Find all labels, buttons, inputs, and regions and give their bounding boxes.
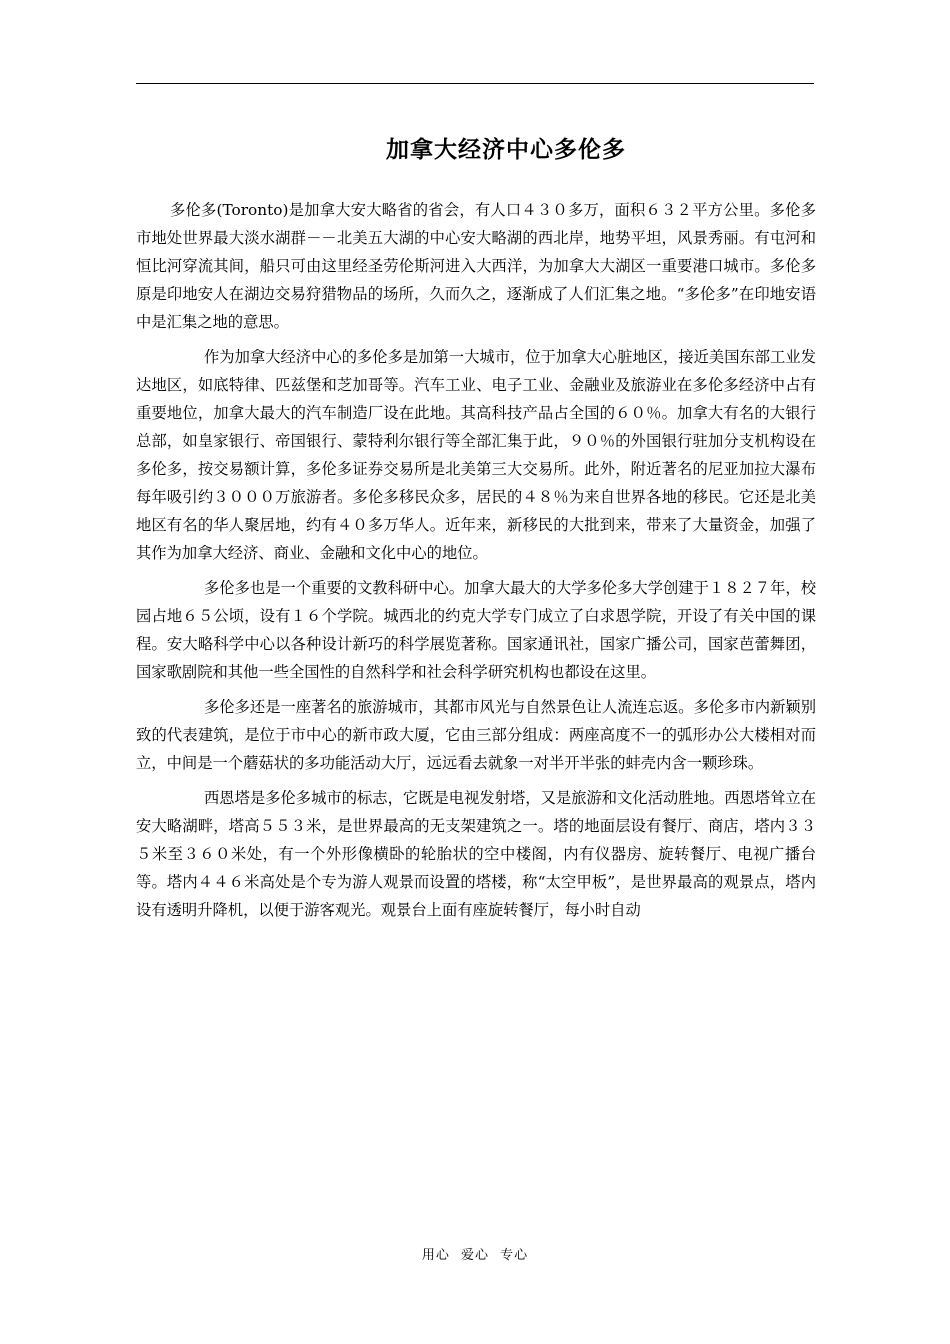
document-body xyxy=(136,196,816,927)
paragraph-4: 多伦多还是一座著名的旅游城市，其都市风光与自然景色让人流连忘返。多伦多市内新颖别致的代表建筑，是位于市中心的新市政大厦，它由三部分组成：两座高度不一的弧形办公大楼相对而立，中间是一个蘑菇状的多功能活动大厅，远远看去就象一对半开半张的蚌壳内含一颗珍珠。 xyxy=(136,698,816,772)
paragraph-2: 作为加拿大经济中心的多伦多是加第一大城市，位于加拿大心脏地区，接近美国东部工业发达地区，如底特律、匹兹堡和芝加哥等。汽车工业、电子工业、金融业及旅游业在多伦多经济中占有重要地位，加拿大最大的汽车制造厂设在此地。其高科技产品占全国的６０％。加拿大有名的大银行总部，如皇家银行、帝国银行、蒙特利尔银行等全部汇集于此，９０％的外国银行驻加分支机构设在多伦多，按交易额计算，多伦多证券交易所是北美第三大交易所。此外，附近著名的尼亚加拉大瀑布每年吸引约３０００万旅游者。多伦多移民众多，居民的４８％为来自世界各地的移民。它还是北美地区有名的华人聚居地，约有４０多万华人。近年来，新移民的大批到来，带来了大量资金，加强了其作为加拿大经济、商业、金融和文化中心的地位。 xyxy=(136,348,816,562)
paragraph-1: 多伦多(Toronto)是加拿大安大略省的省会，有人口４３０多万，面积６３２平方公里。多伦多市地处世界最大淡水湖群－－北美五大湖的中心安大略湖的西北岸，地势平坦，风景秀丽。有屯河和恒比河穿流其间，船只可由这里经圣劳伦斯河进入大西洋，为加拿大大湖区一重要港口城市。多伦多原是印地安人在湖边交易狩猎物品的场所，久而久之，逐渐成了人们汇集之地。“多伦多”在印地安语中是汇集之地的意思。 xyxy=(136,201,816,331)
header-rule xyxy=(136,83,814,84)
document-title: 加拿大经济中心多伦多 xyxy=(386,137,626,163)
paragraph-3: 多伦多也是一个重要的文教科研中心。加拿大最大的大学多伦多大学创建于１８２７年，校园占地６５公顷，设有１６个学院。城西北的约克大学专门成立了白求恩学院，开设了有关中国的课程。安大略科学中心以各种设计新巧的科学展览著称。国家通讯社，国家广播公司，国家芭蕾舞团，国家歌剧院和其他一些全国性的自然科学和社会科学研究机构也都设在这里。 xyxy=(136,579,816,681)
page-footer: 用心 爱心 专心 xyxy=(421,1248,529,1263)
paragraph-5: 西恩塔是多伦多城市的标志，它既是电视发射塔，又是旅游和文化活动胜地。西恩塔耸立在安大略湖畔，塔高５５３米，是世界最高的无支架建筑之一。塔的地面层设有餐厅、商店，塔内３３５米至３６０米处，有一个外形像横卧的轮胎状的空中楼阁，内有仪器房、旋转餐厅、电视广播台等。塔内４４６米高处是个专为游人观景而设置的塔楼，称“太空甲板”，是世界最高的观景点，塔内设有透明升降机，以便于游客观光。观景台上面有座旋转餐厅，每小时自动 xyxy=(136,789,816,919)
